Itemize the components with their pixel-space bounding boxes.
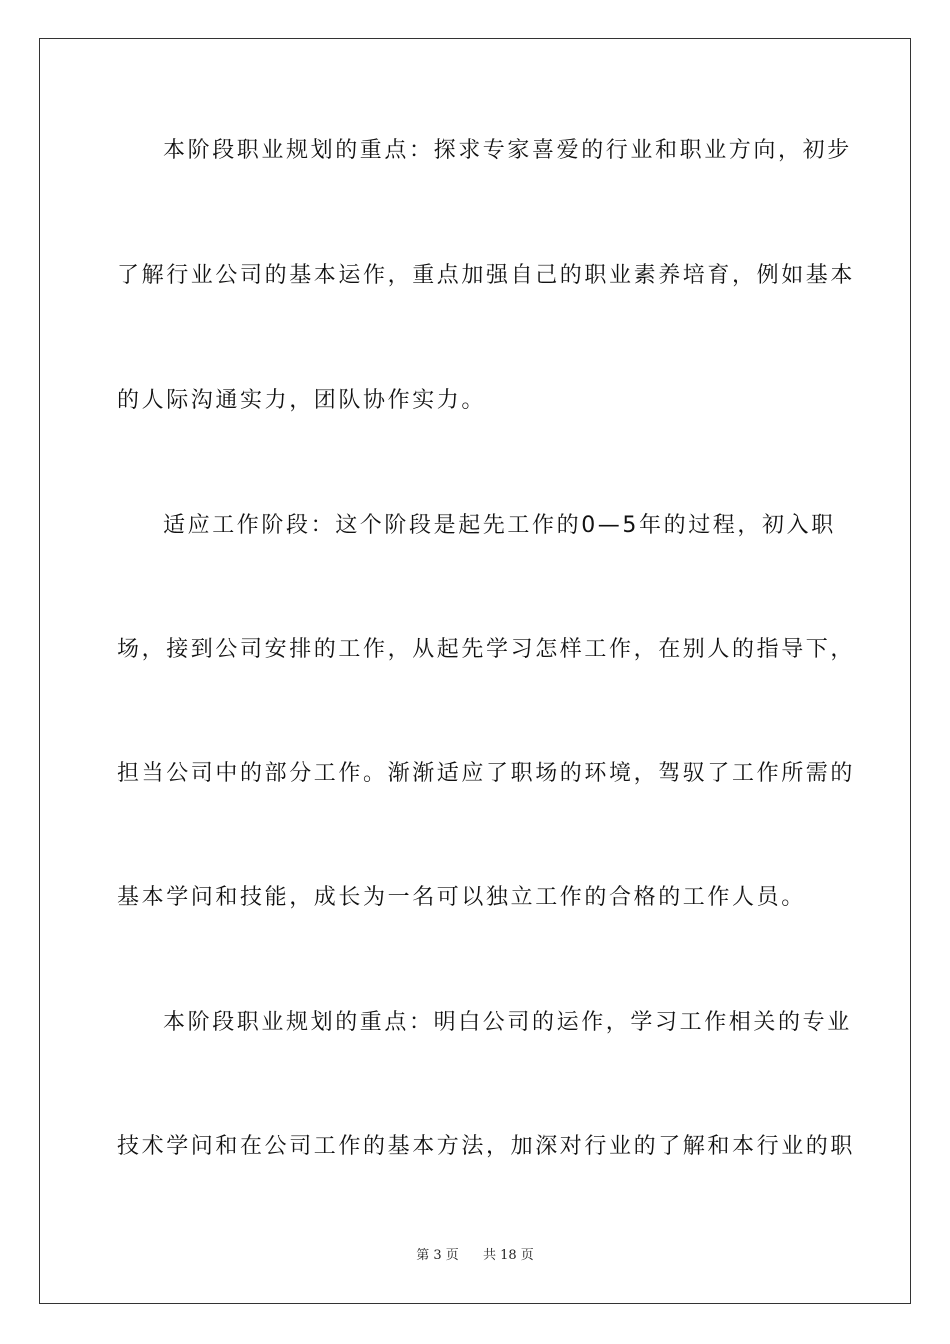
paragraph-line: 场，接到公司安排的工作，从起先学习怎样工作，在别人的指导下， bbox=[117, 637, 856, 662]
paragraph-line: 基本学问和技能，成长为一名可以独立工作的合格的工作人员。 bbox=[117, 885, 806, 910]
paragraph-line: 担当公司中的部分工作。渐渐适应了职场的环境，驾驭了工作所需的 bbox=[117, 761, 856, 786]
paragraph-line: 了解行业公司的基本运作，重点加强自己的职业素养培育，例如基本 bbox=[117, 263, 856, 288]
page-footer bbox=[0, 1247, 950, 1265]
paragraph-line: 本阶段职业规划的重点：明白公司的运作，学习工作相关的专业 bbox=[163, 1010, 852, 1035]
paragraph-line: 适应工作阶段：这个阶段是起先工作的0—5年的过程，初入职 bbox=[163, 513, 836, 538]
page-border bbox=[39, 38, 911, 1304]
page-number: 第 3 页 bbox=[416, 1248, 459, 1263]
page-total: 共 18 页 bbox=[482, 1248, 534, 1263]
paragraph-line: 技术学问和在公司工作的基本方法，加深对行业的了解和本行业的职 bbox=[117, 1134, 856, 1159]
paragraph-line: 的人际沟通实力，团队协作实力。 bbox=[117, 388, 487, 413]
paragraph-line: 本阶段职业规划的重点：探求专家喜爱的行业和职业方向，初步 bbox=[163, 138, 852, 163]
